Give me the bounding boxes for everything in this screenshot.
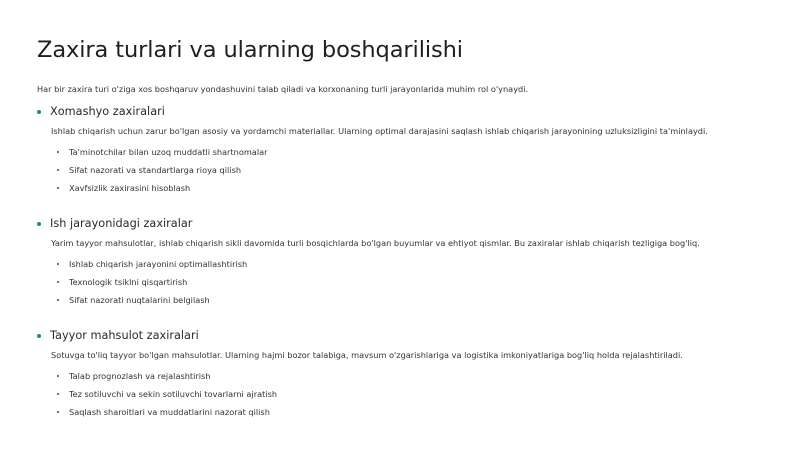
green-bullet-icon	[37, 334, 41, 338]
list-item	[57, 273, 763, 291]
list-item	[57, 291, 763, 309]
section-title: Xomashyo zaxiralari	[50, 105, 165, 118]
section-work-in-progress	[37, 216, 763, 309]
bullet-icon	[57, 151, 59, 153]
bullet-list	[37, 255, 763, 309]
green-bullet-icon	[37, 222, 41, 226]
list-item-text: Ishlab chiqarish jarayonini optimallashtirish	[69, 259, 248, 269]
section-description: Ishlab chiqarish uchun zarur bo'lgan asosiy va yordamchi materiallar. Ularning optimal darajasini saqlash ishlab chiqarish jarayonining uzluksizligini ta'minlaydi.	[51, 126, 708, 136]
list-item-text: Texnologik tsiklni qisqartirish	[69, 277, 188, 287]
section-title: Ish jarayonidagi zaxiralar	[50, 217, 193, 230]
list-item	[57, 367, 763, 385]
bullet-icon	[57, 299, 59, 301]
section-description: Yarim tayyor mahsulotlar, ishlab chiqarish sikli davomida turli bosqichlarda bo'lgan buyumlar va ehtiyot qismlar. Bu zaxiralar ishlab chiqarish tezligiga bog'liq.	[51, 238, 700, 248]
bullet-icon	[57, 187, 59, 189]
list-item	[57, 179, 763, 197]
bullet-list	[37, 143, 763, 197]
list-item-text: Tez sotiluvchi va sekin sotiluvchi tovarlarni ajratish	[69, 389, 278, 399]
list-item	[57, 403, 763, 421]
section-description: Sotuvga to'liq tayyor bo'lgan mahsulotlar. Ularning hajmi bozor talabiga, mavsum o'zgarishlariga va logistika imkoniyatlariga bog'liq holda rejalashtiriladi.	[51, 350, 683, 360]
bullet-icon	[57, 375, 59, 377]
list-item-text: Sifat nazorati nuqtalarini belgilash	[69, 295, 210, 305]
page-title: Zaxira turlari va ularning boshqarilishi	[37, 37, 463, 63]
list-item	[57, 143, 763, 161]
section-raw-materials	[37, 104, 763, 197]
bullet-icon	[57, 281, 59, 283]
section-title: Tayyor mahsulot zaxiralari	[50, 329, 199, 342]
section-finished-goods	[37, 328, 763, 421]
list-item-text: Saqlash sharoitlari va muddatlarini nazorat qilish	[69, 407, 270, 417]
list-item	[57, 385, 763, 403]
section-header	[37, 216, 763, 232]
list-item-text: Xavfsizlik zaxirasini hisoblash	[69, 183, 191, 193]
list-item-text: Ta'minotchilar bilan uzoq muddatli shartnomalar	[69, 147, 268, 157]
intro-text: Har bir zaxira turi o'ziga xos boshqaruv yondashuvini talab qiladi va korxonaning turli jarayonlarida muhim rol o'ynaydi.	[37, 84, 529, 94]
bullet-icon	[57, 263, 59, 265]
list-item	[57, 255, 763, 273]
section-header	[37, 328, 763, 344]
list-item-text: Talab prognozlash va rejalashtirish	[69, 371, 211, 381]
bullet-icon	[57, 169, 59, 171]
section-header	[37, 104, 763, 120]
bullet-list	[37, 367, 763, 421]
green-bullet-icon	[37, 110, 41, 114]
list-item	[57, 161, 763, 179]
bullet-icon	[57, 393, 59, 395]
list-item-text: Sifat nazorati va standartlarga rioya qilish	[69, 165, 242, 175]
bullet-icon	[57, 411, 59, 413]
